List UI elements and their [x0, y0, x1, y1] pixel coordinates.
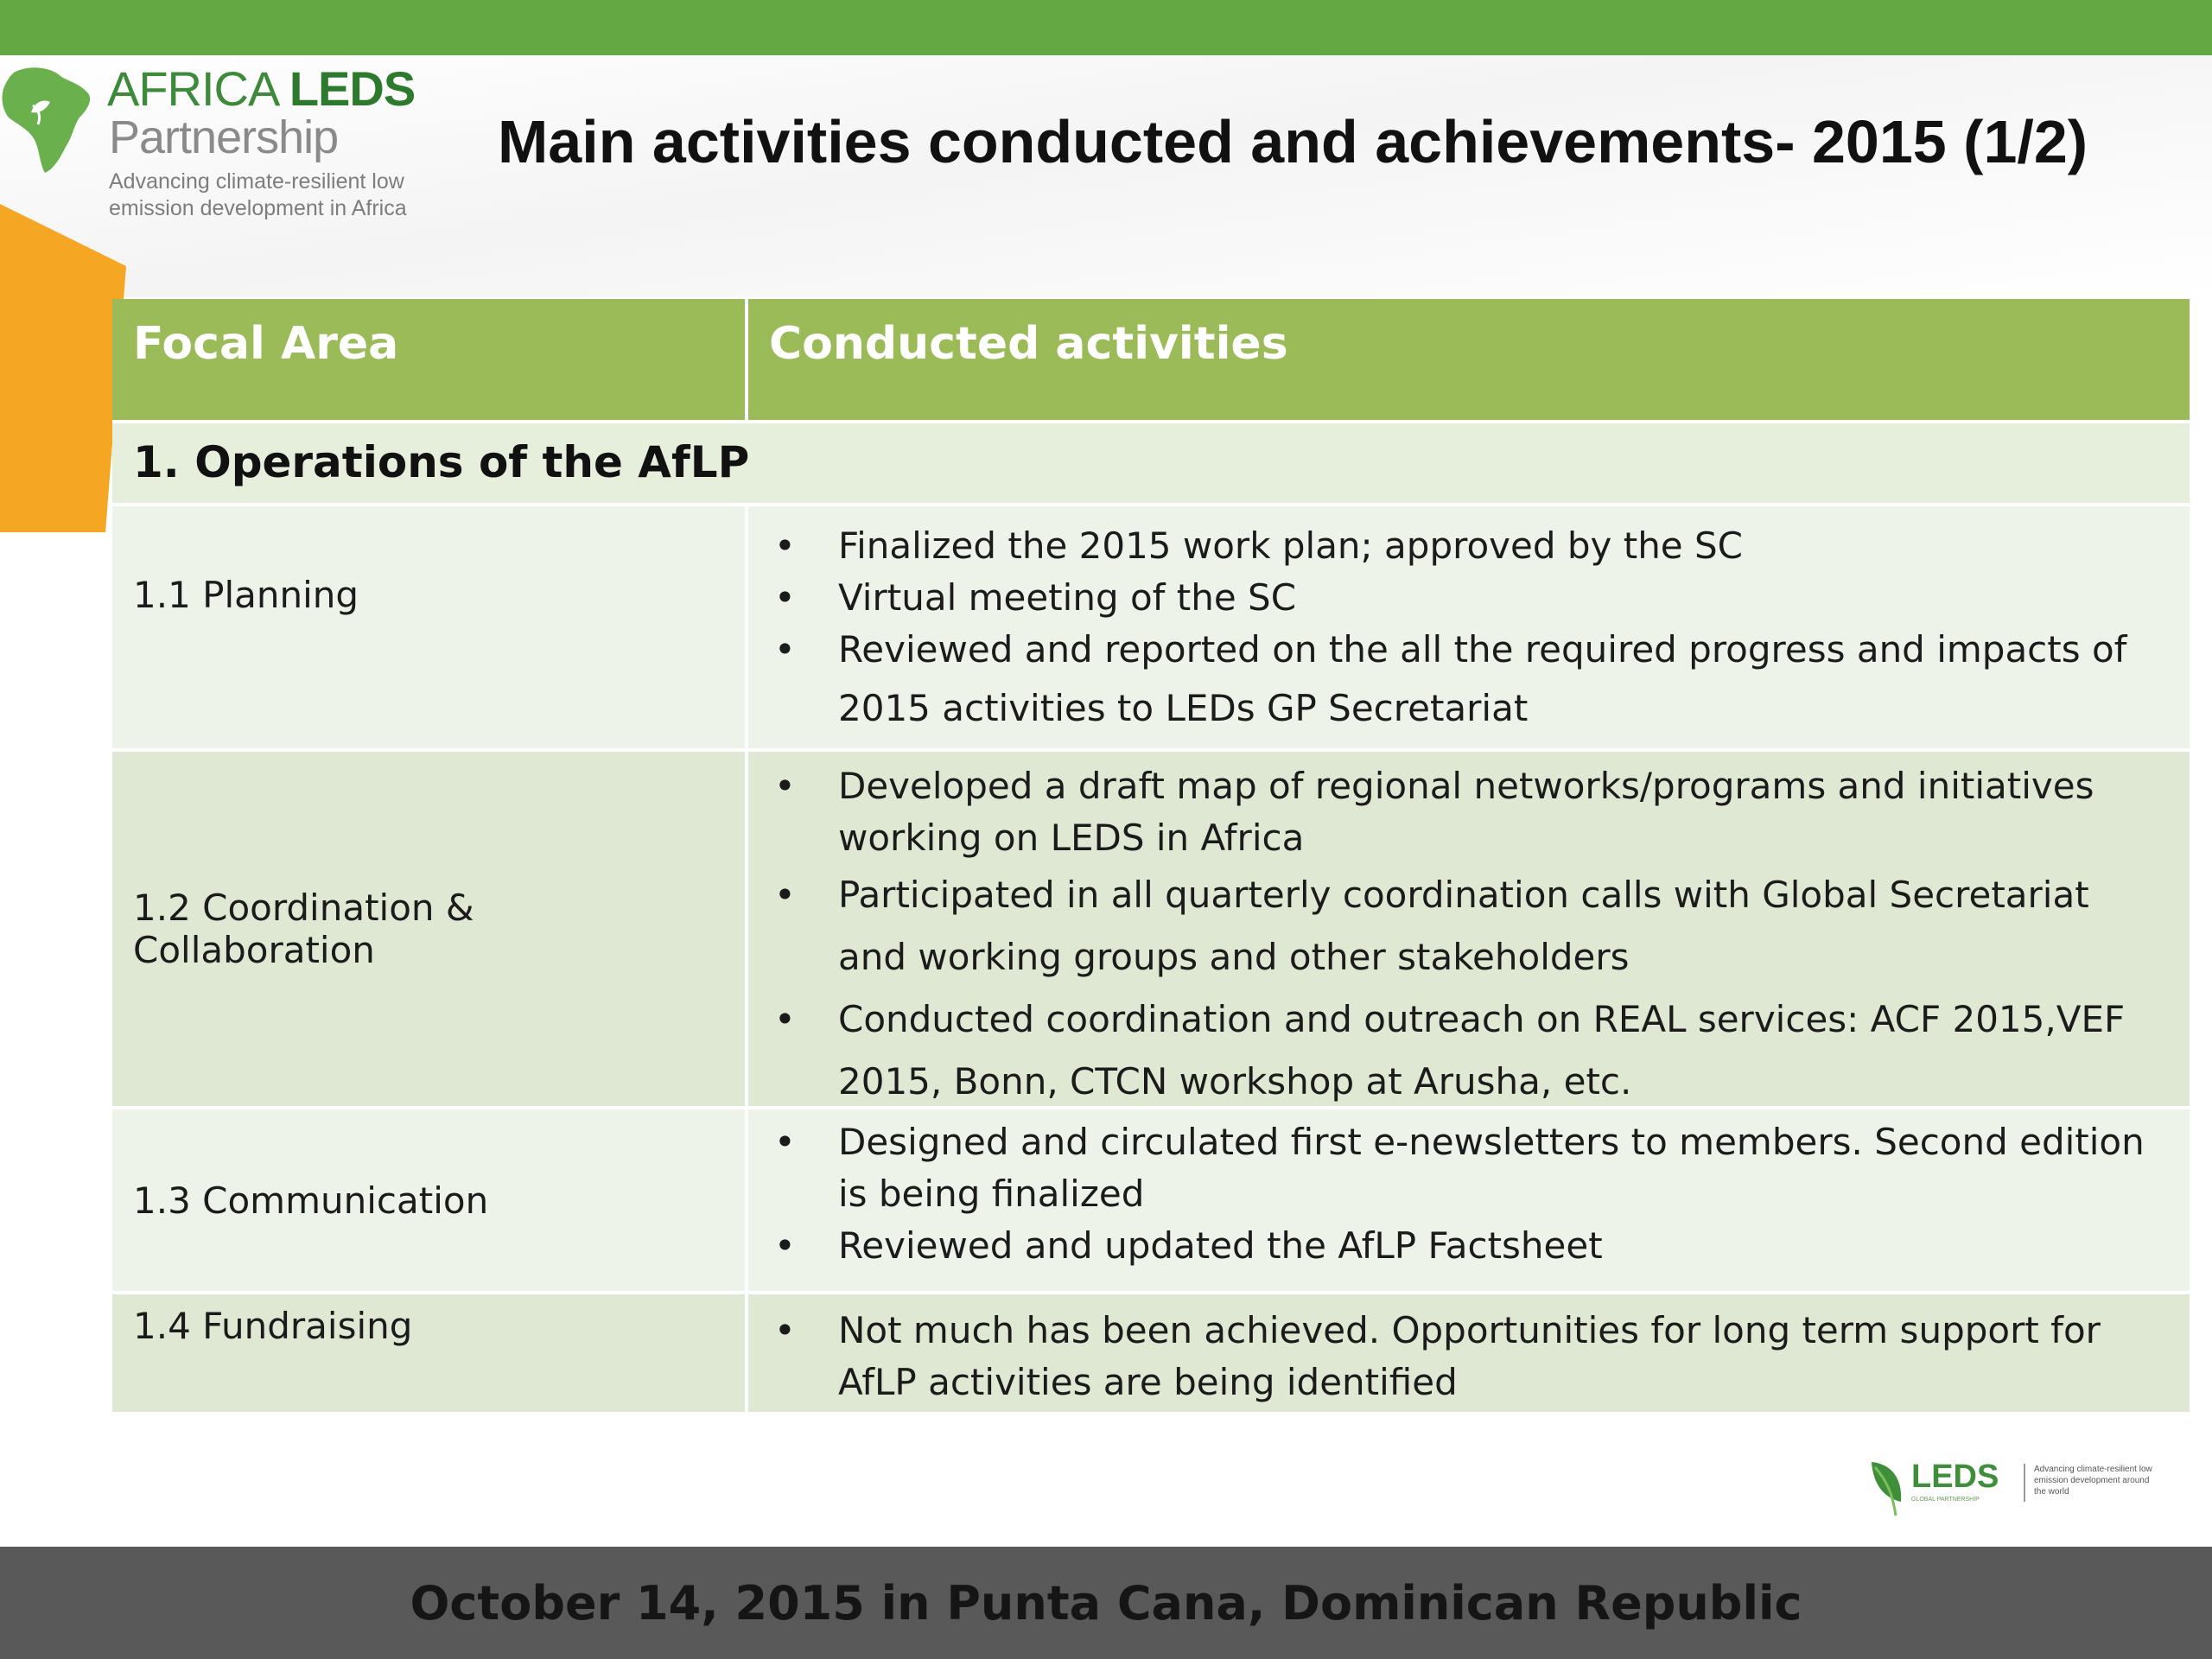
- activity-list: [769, 1116, 2169, 1272]
- activity-list: [769, 760, 2169, 1113]
- table-header-row: [112, 299, 2190, 423]
- table-row: [112, 752, 2190, 1109]
- africa-map-icon: [0, 64, 95, 176]
- focal-communication: 1.3 Communication: [112, 1109, 748, 1291]
- table-row: [112, 1294, 2190, 1415]
- logo-partnership: Partnership: [109, 111, 339, 163]
- table-row: [112, 506, 2190, 752]
- leds-logo-sub: GLOBAL PARTNERSHIP: [1911, 1497, 1980, 1503]
- logo-word-africa: AFRICA: [107, 61, 277, 116]
- list-item: • Participated in all quarterly coordination calls with Global Secretariat and working groups and other stakeholders: [769, 864, 2169, 988]
- focal-coordination: 1.2 Coordination & Collaboration: [112, 752, 748, 1106]
- top-bar: [0, 0, 2212, 55]
- list-item: • Virtual meeting of the SC: [769, 572, 2169, 624]
- focal-planning: 1.1 Planning: [112, 506, 748, 748]
- leds-global-logo: [1866, 1452, 2160, 1521]
- leds-logo-name: LEDS: [1911, 1459, 1999, 1495]
- section-row: [112, 423, 2190, 506]
- activities-fundraising: [748, 1294, 2190, 1412]
- focal-fundraising: 1.4 Fundraising: [112, 1294, 748, 1412]
- activities-communication: [748, 1109, 2190, 1291]
- list-item: • Developed a draft map of regional networks/programs and initiatives working on LEDS in Africa: [769, 760, 2169, 864]
- list-item: • Reviewed and updated the AfLP Factsheet: [769, 1220, 2169, 1272]
- list-item: • Not much has been achieved. Opportunities for long term support for AfLP activities are being identified: [769, 1305, 2169, 1408]
- africa-leds-logo: [0, 60, 432, 225]
- leds-logo-tagline: Advancing climate-resilient low emission development around the world: [2034, 1465, 2152, 1497]
- header-conducted-activities: Conducted activities: [769, 318, 1288, 370]
- footer-text: October 14, 2015 in Punta Cana, Dominican Republic: [410, 1575, 1802, 1630]
- activities-table: [112, 299, 2190, 1415]
- list-item: • Reviewed and reported on the all the required progress and impacts of 2015 activities to LEDs GP Secretariat: [769, 620, 2169, 738]
- activities-planning: [748, 506, 2190, 748]
- table-row: [112, 1109, 2190, 1294]
- logo-tagline: Advancing climate-resilient low emission development in Africa: [109, 169, 407, 220]
- activities-coordination: [748, 752, 2190, 1106]
- list-item: • Finalized the 2015 work plan; approved by the SC: [769, 520, 2169, 572]
- section-title: 1. Operations of the AfLP: [133, 437, 750, 487]
- list-item: • Conducted coordination and outreach on REAL services: ACF 2015,VEF 2015, Bonn, CTCN workshop at Arusha, etc.: [769, 988, 2169, 1113]
- activity-list: [769, 520, 2169, 738]
- activity-list: [769, 1305, 2169, 1408]
- list-item: • Designed and circulated first e-newsletters to members. Second edition is being finalized: [769, 1116, 2169, 1220]
- slide-title: Main activities conducted and achievements- 2015 (1/2): [498, 108, 2088, 175]
- orange-decoration: [0, 204, 126, 532]
- logo-word-leds: LEDS: [289, 61, 416, 116]
- footer-bar: [0, 1547, 2212, 1659]
- logo-title: [107, 60, 415, 117]
- leds-logo-divider: [2024, 1464, 2025, 1502]
- header-focal-area: Focal Area: [112, 299, 748, 420]
